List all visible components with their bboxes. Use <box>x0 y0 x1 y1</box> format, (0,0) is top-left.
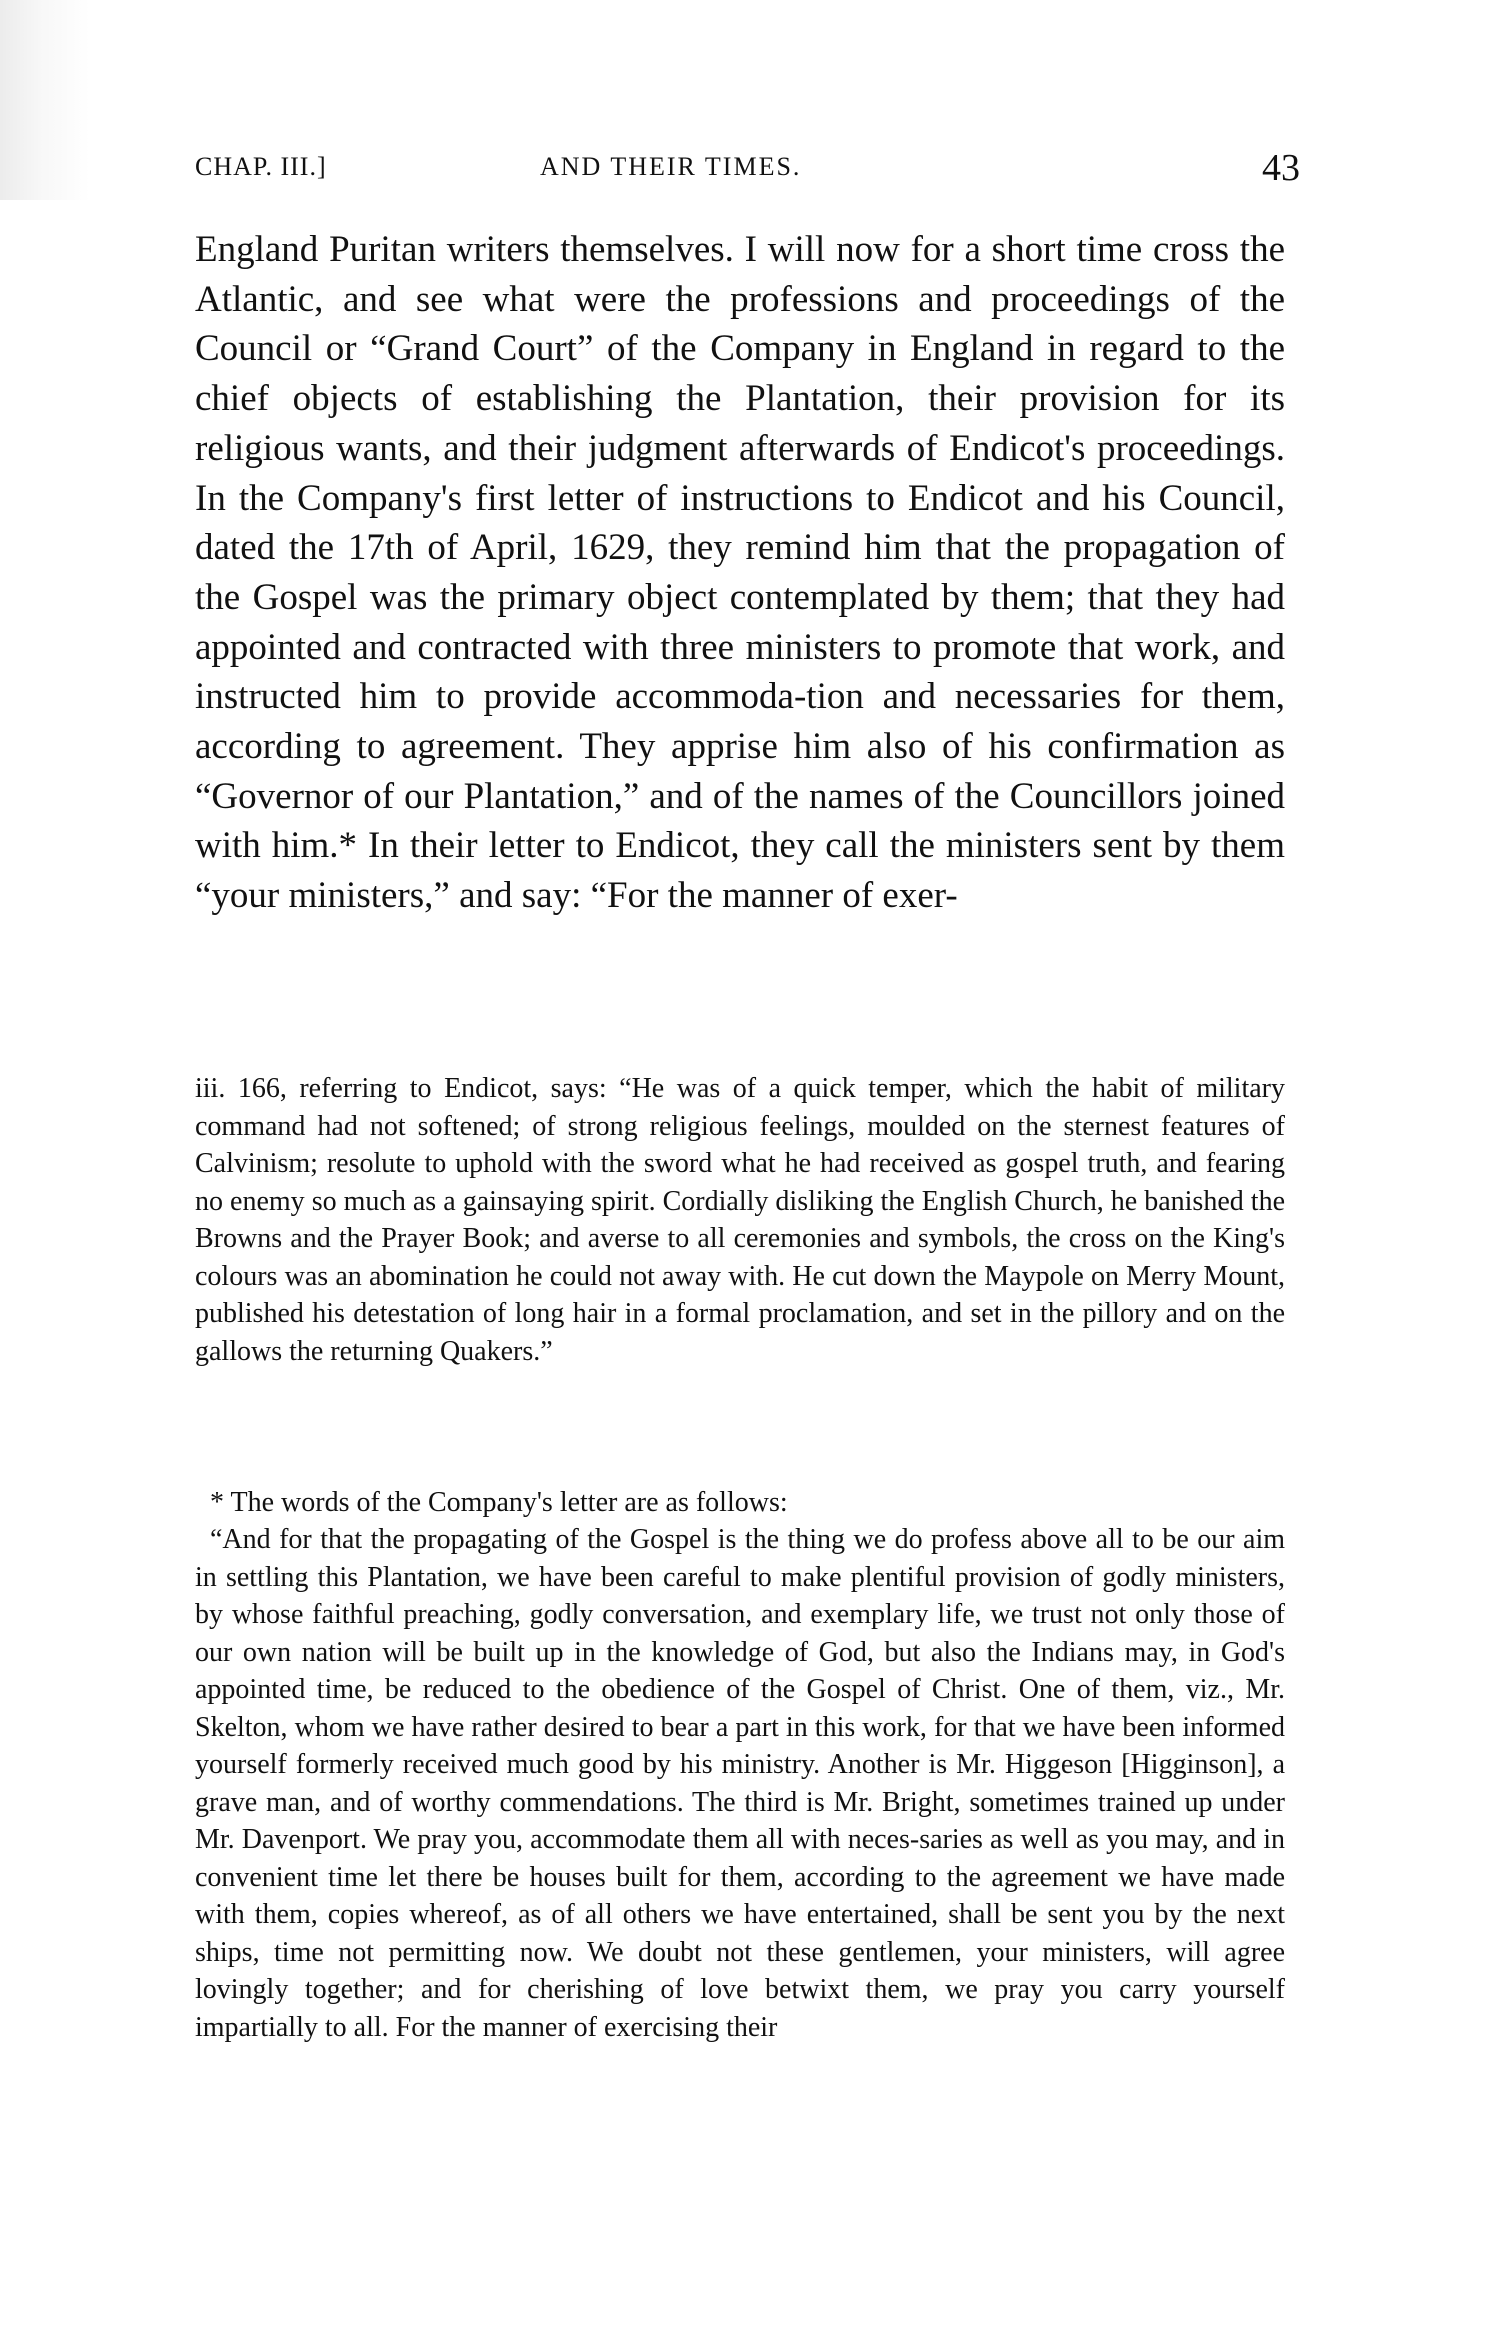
scan-edge-shadow <box>0 0 90 200</box>
running-title: AND THEIR TIMES. <box>540 152 802 181</box>
main-paragraph: England Puritan writers themselves. I will now for a short time cross the Atlantic, and see what were the professions and proceedings of the Council or “Grand Court” of the Company in England in regard to the chief objects of establishing the Plantation, their provision for its religious wants, and their judgment afterwards of Endicot's proceedings. In the Company's first letter of instructions to Endicot and his Council, dated the 17th of April, 1629, they remind him that the propagation of the Gospel was the primary object contemplated by them; that they had appointed and contracted with three ministers to promote that work, and instructed him to provide accommoda-tion and necessaries for them, according to agreement. They apprise him also of his confirmation as “Governor of our Plantation,” and of the names of the Councillors joined with him.* In their letter to Endicot, they call the ministers sent by them “your ministers,” and say: “For the manner of exer- <box>195 229 1285 917</box>
footnote-continued <box>195 1070 1285 1370</box>
page-number: 43 <box>1262 147 1300 189</box>
footnote-quote-text: “And for that the propagating of the Gospel is the thing we do profess above all to be our aim in settling this Plantation, we have been careful to make plentiful provision of godly ministers, by whose faithful preaching, godly conversation, and exemplary life, we trust not only those of our own nation will be built up in the knowledge of God, but also the Indians may, in God's appointed time, be reduced to the obedience of the Gospel of Christ. One of them, viz., Mr. Skelton, whom we have rather desired to bear a part in this work, for that we have been informed yourself formerly received much good by his ministry. Another is Mr. Higgeson [Higginson], a grave man, and of worthy commendations. The third is Mr. Bright, sometimes trained up under Mr. Davenport. We pray you, accommodate them all with neces-saries as well as you may, and in convenient time let there be houses built for them, according to the agreement we have made with them, copies whereof, as of all others we have entertained, shall be sent you by the next ships, time not permitting now. We doubt not these gentlemen, your ministers, will agree lovingly together; and for cherishing of love betwixt them, we pray you carry yourself impartially to all. For the manner of exercising their <box>195 1524 1285 2043</box>
footnote-marker <box>195 1484 1285 1522</box>
main-text-block <box>195 225 1285 921</box>
running-header <box>195 147 1300 192</box>
chapter-label: CHAP. III.] <box>195 152 327 181</box>
footnote-quote <box>195 1521 1285 2046</box>
footnote-continued-text: iii. 166, referring to Endicot, says: “He was of a quick temper, which the habit of military command had not softened; of strong religious feelings, moulded on the sternest features of Calvinism; resolute to uphold with the sword what he had received as gospel truth, and fearing no enemy so much as a gainsaying spirit. Cordially disliking the English Church, he banished the Browns and the Prayer Book; and averse to all ceremonies and symbols, the cross on the King's colours was an abomination he could not away with. He cut down the Maypole on Merry Mount, published his detestation of long hair in a formal proclamation, and set in the pillory and on the gallows the returning Quakers.” <box>195 1073 1285 1367</box>
footnote-marker-line: * The words of the Company's letter are as follows: <box>210 1487 788 1518</box>
